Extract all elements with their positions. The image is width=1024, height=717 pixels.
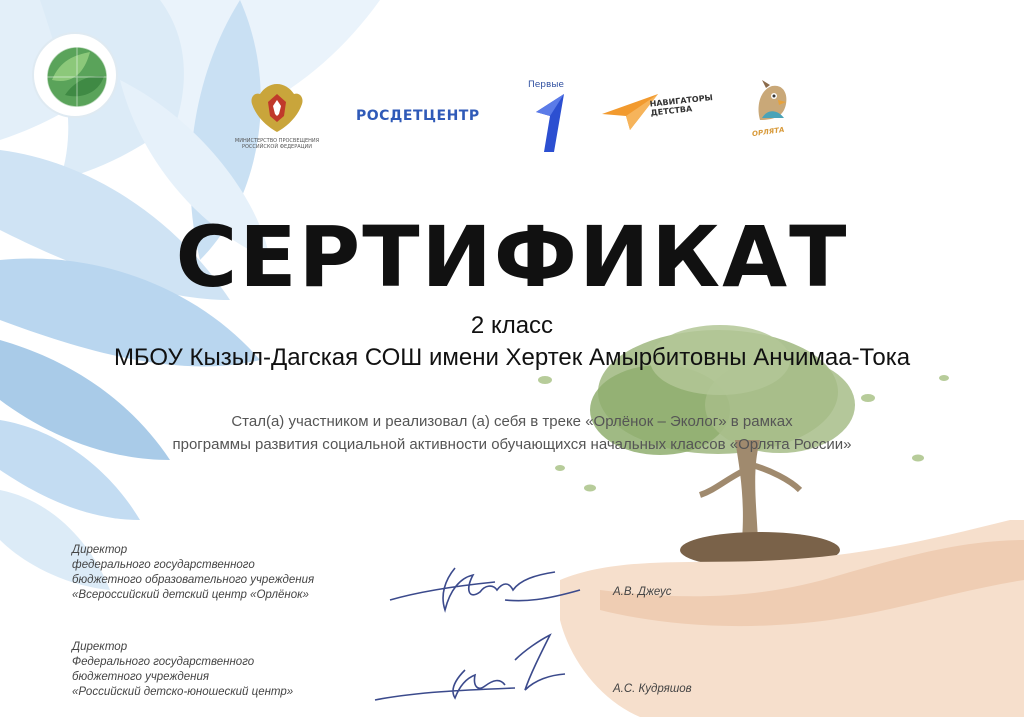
navigatory-logo-text: НАВИГАТОРЫ ДЕТСТВА	[649, 93, 714, 118]
ministry-caption: МИНИСТЕРСТВО ПРОСВЕЩЕНИЯ РОССИЙСКОЙ ФЕДЕРАЦИИ	[234, 138, 320, 150]
signatory-2-line: Директор	[72, 641, 128, 653]
signatory-1-line: Директор	[72, 544, 128, 556]
signature-2-image	[365, 630, 575, 710]
signatory-2-line: «Российский детско-юношеский центр»	[72, 686, 294, 698]
description-line-1: Стал(а) участником и реализовал (а) себя в треке «Орлёнок – Эколог» в рамках	[231, 413, 793, 430]
pervye-caption: Первые	[528, 80, 564, 90]
signatory-1-line: «Всероссийский детский центр «Орлёнок»	[72, 589, 309, 601]
signatory-1-line: федерального государственного	[72, 559, 255, 571]
orlyata-logo-text: ОРЛЯТА	[751, 125, 785, 139]
signatory-1-title	[72, 543, 314, 603]
signatory-1-name: А.В. Джеус	[613, 586, 672, 598]
description-line-2: программы развития социальной активности обучающихся начальных классов «Орлята России»	[172, 436, 852, 453]
coat-of-arms-icon	[246, 80, 308, 136]
signatory-2-line: бюджетного учреждения	[72, 671, 209, 683]
orlyata-mascot-icon	[752, 78, 792, 124]
signatory-2-line: Федерального государственного	[72, 656, 255, 668]
rosdetcentr-logo: РОСДЕТЦЕНТР	[356, 108, 480, 124]
signatory-2-name: А.С. Кудряшов	[613, 683, 692, 695]
school-name: МБОУ Кызыл-Дагская СОШ имени Хертек Амырбитовны Анчимаа-Тока	[113, 344, 911, 371]
eco-globe-icon	[30, 30, 120, 120]
signature-1-image	[385, 560, 585, 620]
certificate-title: СЕРТИФИКАТ	[175, 208, 849, 306]
pervye-logo-icon	[530, 92, 574, 154]
grade-label: 2 класс	[470, 312, 554, 339]
signatory-1-line: бюджетного образовательного учреждения	[72, 574, 315, 586]
signatory-2-title	[72, 640, 293, 700]
